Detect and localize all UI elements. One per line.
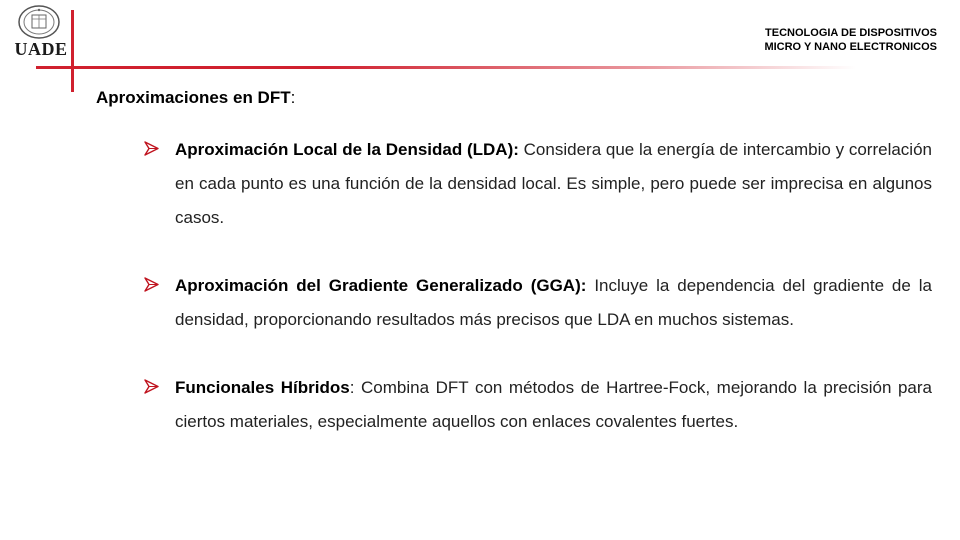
bullet-description: Considera que la energía de intercambio y correlación en cada punto es una función de la densidad local. Es simple, pero puede ser imprecisa en algunos casos. (175, 140, 932, 227)
list-item (144, 133, 932, 235)
arrow-bullet-icon (144, 379, 159, 394)
university-seal-icon (17, 4, 61, 40)
list-item (144, 269, 932, 337)
bullet-term: Aproximación Local de la Densidad (LDA) (175, 140, 514, 159)
list-item (144, 371, 932, 439)
header-vertical-divider (71, 10, 74, 92)
header-horizontal-divider (36, 66, 856, 69)
bullet-text (175, 371, 932, 439)
bullet-term: Funcionales Híbridos (175, 378, 350, 397)
section-title (96, 86, 295, 110)
arrow-bullet-icon (144, 277, 159, 292)
bullet-term-colon: : (580, 276, 587, 295)
course-title-line-1: TECNOLOGIA DE DISPOSITIVOS (765, 27, 937, 39)
bullet-description: Incluye la dependencia del gradiente de la densidad, proporcionando resultados más precisos que LDA en muchos sistemas. (175, 276, 932, 329)
arrow-bullet-icon (144, 141, 159, 156)
course-title-line-2: MICRO Y NANO ELECTRONICOS (764, 41, 937, 53)
bullet-text (175, 133, 932, 235)
bullet-description: Combina DFT con métodos de Hartree-Fock, mejorando la precisión para ciertos materiales, especialmente aquellos con enlaces covalentes fuertes. (175, 378, 932, 431)
bullet-text (175, 269, 932, 337)
bullet-list (144, 133, 932, 473)
bullet-term-colon: : (513, 140, 519, 159)
section-title-text: Aproximaciones en DFT (96, 88, 291, 107)
course-title (764, 26, 937, 54)
uade-logo (8, 4, 68, 60)
logo-text: UADE (14, 39, 68, 59)
bullet-term: Aproximación del Gradiente Generalizado (GGA) (175, 276, 581, 295)
bullet-term-colon: : (349, 378, 355, 397)
section-title-colon: : (290, 88, 296, 107)
